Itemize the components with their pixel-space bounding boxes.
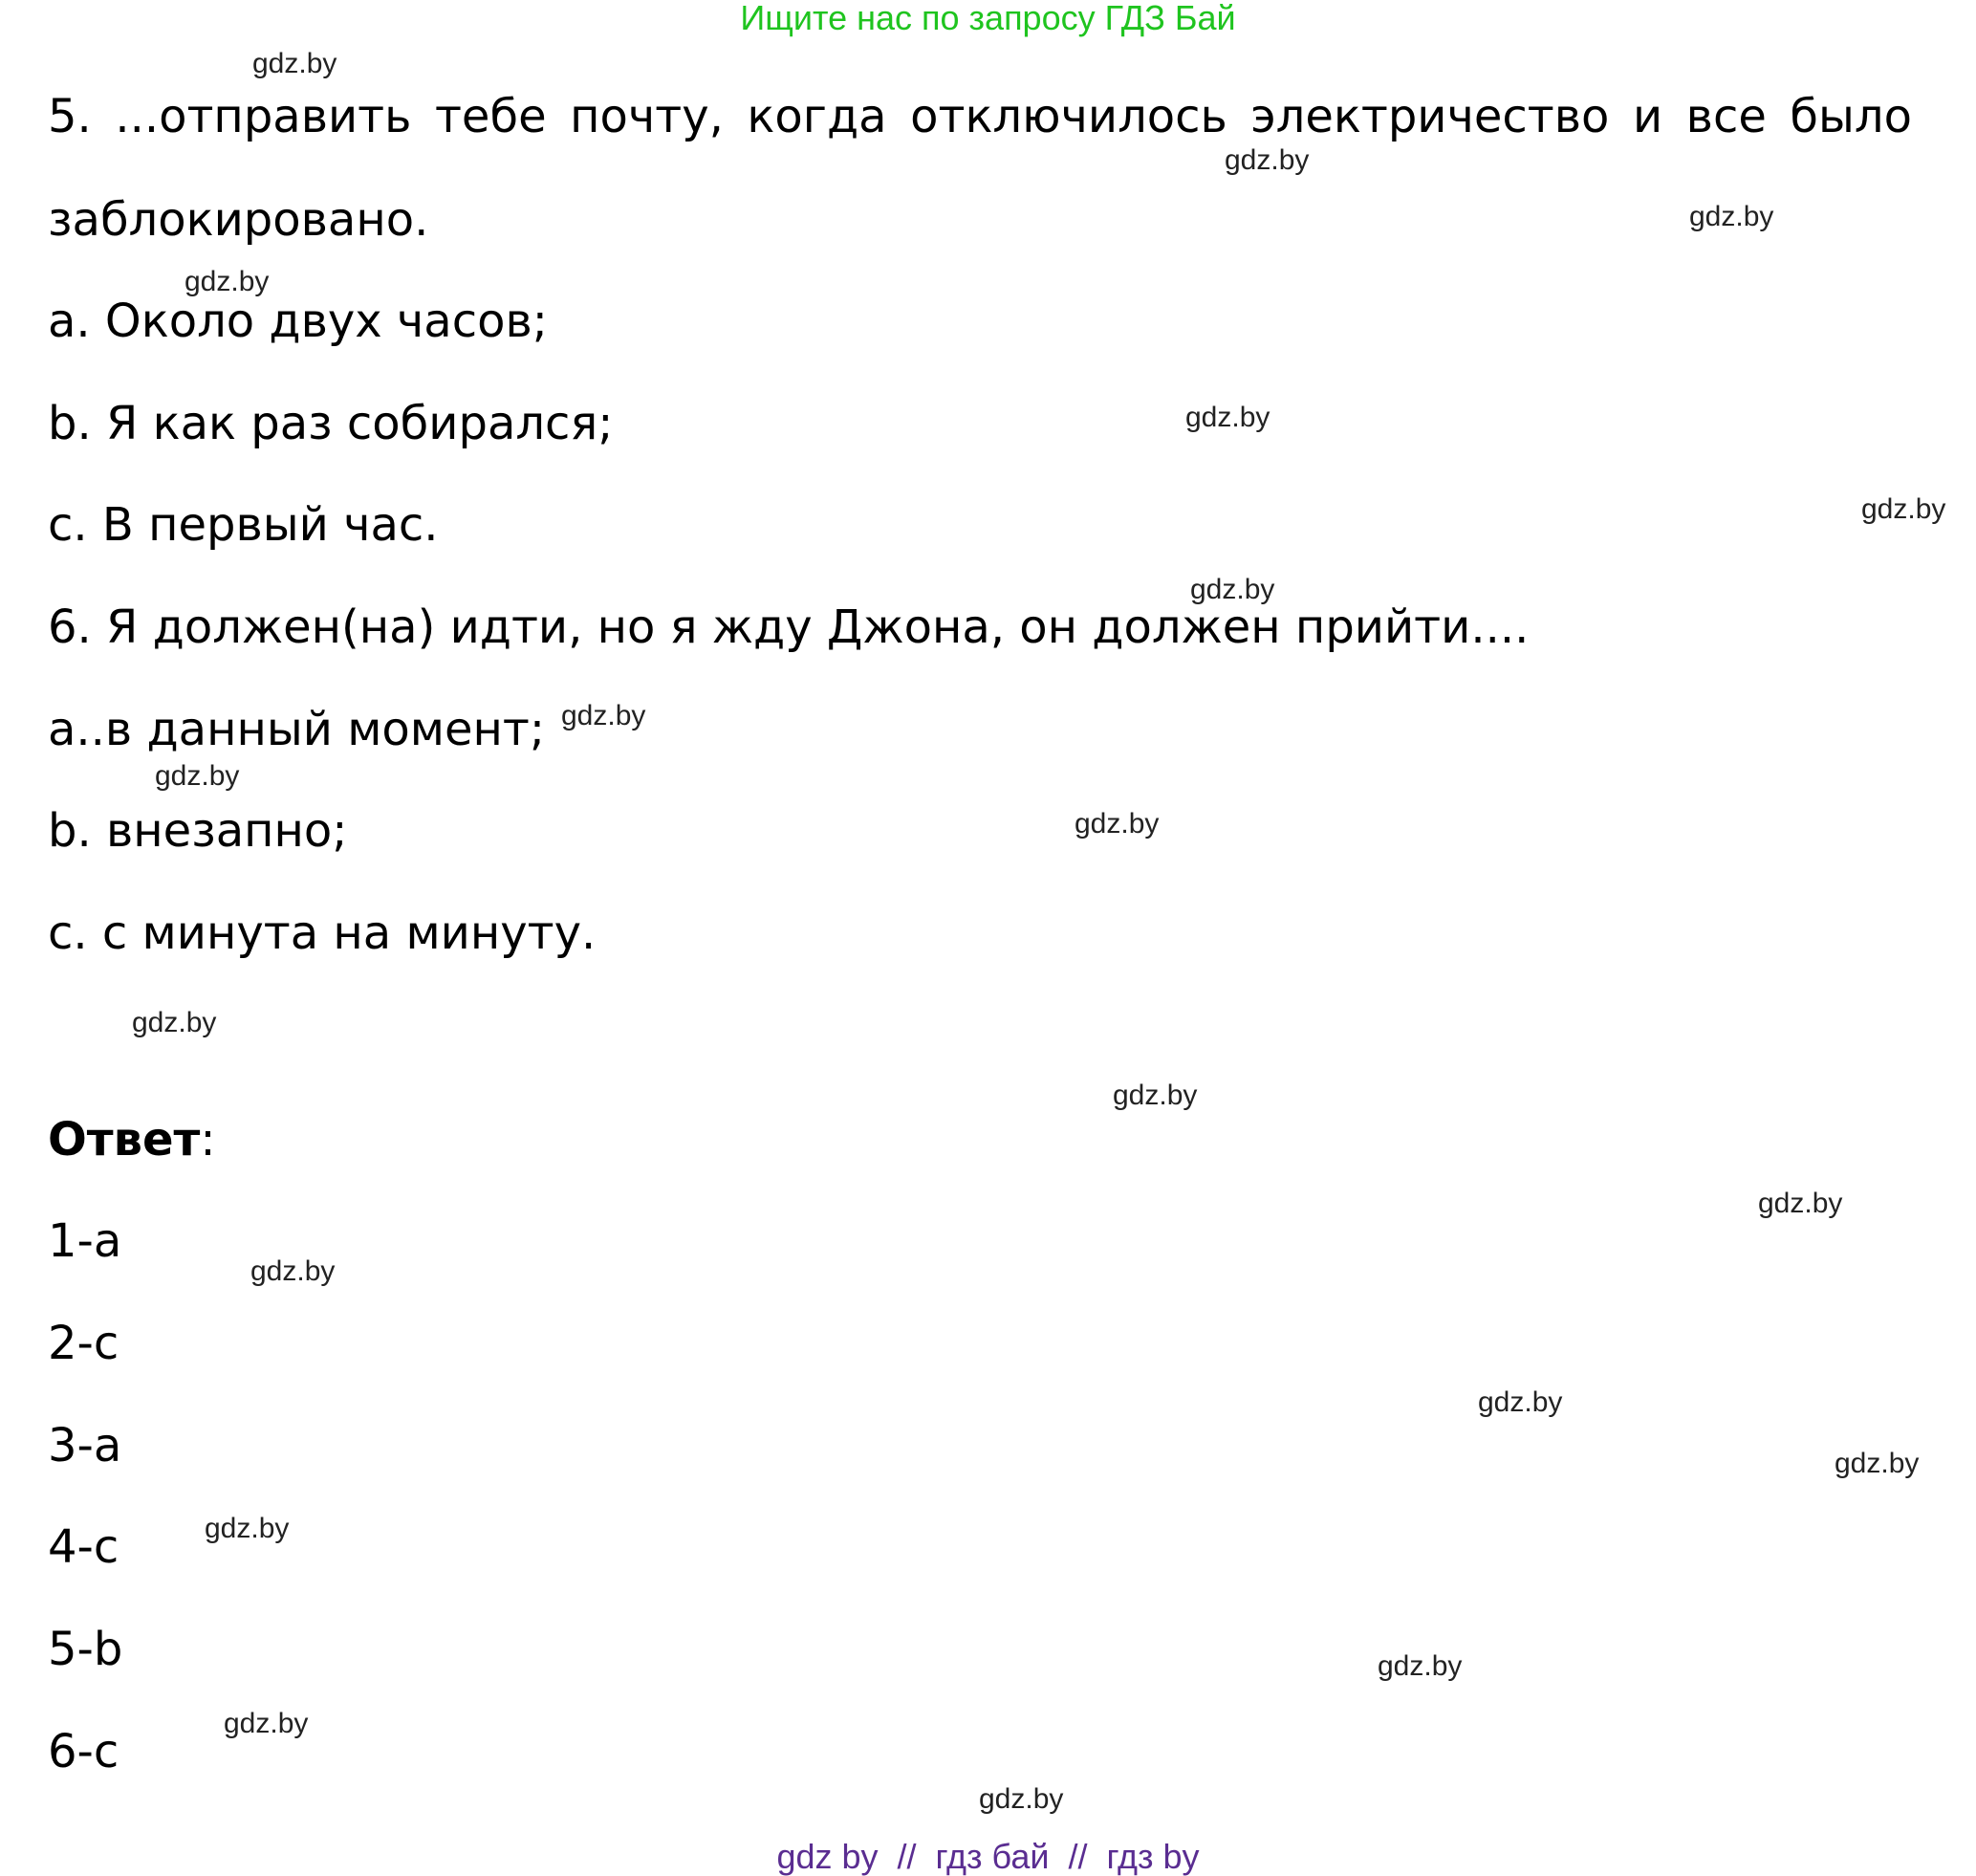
- question-5-line-1: [48, 88, 1912, 145]
- q5-word: было: [1790, 90, 1912, 143]
- question-5-option-a: a. Около двух часов;: [48, 294, 548, 348]
- answer-item: 5-b: [48, 1623, 123, 1676]
- watermark: gdz.by: [250, 1255, 336, 1287]
- question-6-option-a: a..в данный момент;: [48, 703, 546, 756]
- question-5-line-2: заблокировано.: [48, 193, 429, 247]
- q5-word: почту,: [570, 90, 724, 143]
- watermark: gdz.by: [979, 1783, 1064, 1815]
- answer-item: 1-a: [48, 1214, 122, 1268]
- watermark: gdz.by: [1225, 144, 1310, 176]
- watermark: gdz.by: [205, 1513, 290, 1544]
- question-6-text: 6. Я должен(на) идти, но я жду Джона, он должен прийти....: [48, 600, 1530, 654]
- answer-colon: :: [200, 1113, 216, 1167]
- watermark: gdz.by: [252, 48, 337, 79]
- q5-word: отключилось: [910, 90, 1227, 143]
- answer-item: 2-c: [48, 1317, 119, 1370]
- q5-word: 5.: [48, 90, 92, 143]
- watermark: gdz.by: [1185, 402, 1270, 433]
- answer-heading: [48, 1111, 216, 1168]
- q5-word: ...отправить: [115, 90, 412, 143]
- question-6-option-b: b. внезапно;: [48, 804, 348, 858]
- question-6-option-c: c. с минута на минуту.: [48, 906, 597, 960]
- watermark: gdz.by: [1075, 808, 1160, 840]
- q5-word: тебе: [434, 90, 547, 143]
- watermark: gdz.by: [1378, 1650, 1463, 1682]
- watermark: gdz.by: [132, 1007, 217, 1038]
- answer-item: 6-c: [48, 1725, 119, 1778]
- watermark: gdz.by: [1758, 1188, 1843, 1219]
- question-5-option-b: b. Я как раз собирался;: [48, 397, 614, 450]
- watermark: gdz.by: [1689, 201, 1774, 232]
- question-5-option-c: c. В первый час.: [48, 498, 439, 552]
- watermark: gdz.by: [1190, 574, 1275, 605]
- q5-word: все: [1685, 90, 1767, 143]
- q5-word: когда: [747, 90, 887, 143]
- footer-links: gdz by // гдз бай // гдз by: [776, 1837, 1200, 1876]
- watermark: gdz.by: [1835, 1448, 1920, 1479]
- watermark: gdz.by: [1478, 1386, 1563, 1418]
- answer-label: Ответ: [48, 1113, 201, 1167]
- watermark: gdz.by: [561, 700, 646, 731]
- watermark: gdz.by: [1861, 493, 1946, 525]
- answer-item: 3-a: [48, 1419, 122, 1472]
- q5-word: электричество: [1250, 90, 1610, 143]
- q5-word: и: [1632, 90, 1663, 143]
- promo-banner: Ищите нас по запросу ГДЗ Бай: [740, 0, 1236, 37]
- watermark: gdz.by: [185, 266, 270, 297]
- watermark: gdz.by: [1113, 1080, 1198, 1111]
- answer-item: 4-c: [48, 1520, 119, 1574]
- watermark: gdz.by: [224, 1708, 309, 1739]
- watermark: gdz.by: [155, 760, 240, 792]
